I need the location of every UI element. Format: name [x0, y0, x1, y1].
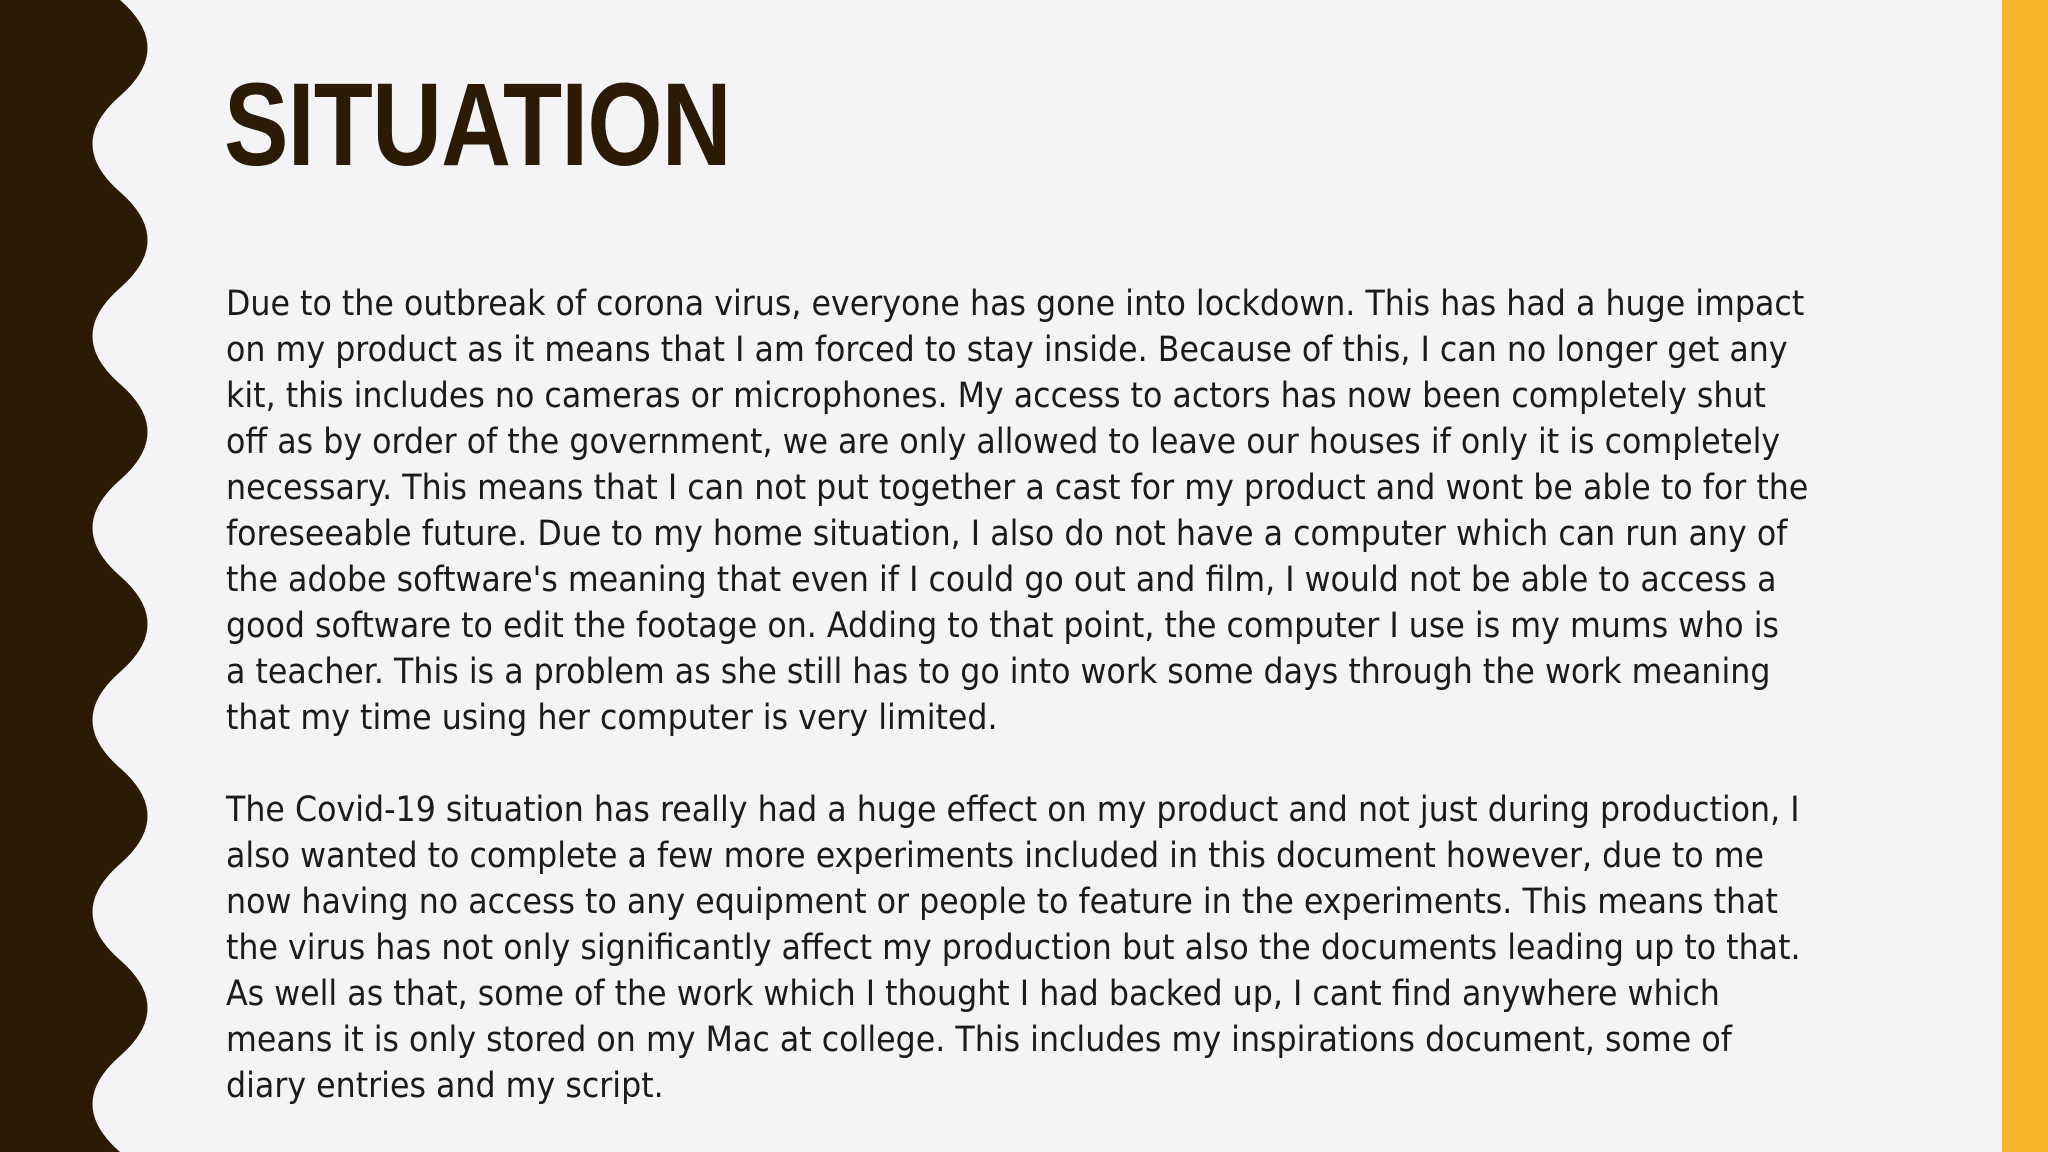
text-line: The Covid-19 situation has really had a huge effect on my product and not just during production, I [226, 790, 1800, 830]
text-line: foreseeable future. Due to my home situation, I also do not have a computer which can run any of [226, 514, 1788, 554]
paragraph-1 [226, 281, 1926, 741]
text-line: kit, this includes no cameras or microphones. My access to actors has now been completely shut [226, 376, 1766, 416]
text-line: the adobe software's meaning that even if I could go out and film, I would not be able to access a [226, 560, 1777, 600]
text-line: the virus has not only significantly affect my production but also the documents leading up to that. [226, 928, 1801, 968]
paragraph-2 [226, 787, 1926, 1109]
text-line: As well as that, some of the work which I thought I had backed up, I cant find anywhere which [226, 974, 1720, 1014]
text-line: now having no access to any equipment or people to feature in the experiments. This means that [226, 882, 1778, 922]
text-line: means it is only stored on my Mac at college. This includes my inspirations document, some of [226, 1020, 1732, 1060]
text-line: good software to edit the footage on. Adding to that point, the computer I use is my mums who is [226, 606, 1780, 646]
text-line: diary entries and my script. [226, 1066, 664, 1106]
left-wave-decoration [0, 0, 160, 1152]
text-line: necessary. This means that I can not put together a cast for my product and wont be able to for the [226, 468, 1809, 508]
text-line: that my time using her computer is very limited. [226, 698, 998, 738]
accent-bar [2002, 0, 2048, 1152]
text-line: Due to the outbreak of corona virus, everyone has gone into lockdown. This has had a huge impact [226, 284, 1805, 324]
slide-body [226, 281, 1926, 1109]
wave-shape [0, 0, 148, 1152]
text-line: also wanted to complete a few more experiments included in this document however, due to me [226, 836, 1765, 876]
text-line: on my product as it means that I am forced to stay inside. Because of this, I can no longer get any [226, 330, 1788, 370]
slide-title: SITUATION [224, 59, 731, 191]
text-line: a teacher. This is a problem as she still has to go into work some days through the work meaning [226, 652, 1771, 692]
text-line: off as by order of the government, we are only allowed to leave our houses if only it is completely [226, 422, 1781, 462]
